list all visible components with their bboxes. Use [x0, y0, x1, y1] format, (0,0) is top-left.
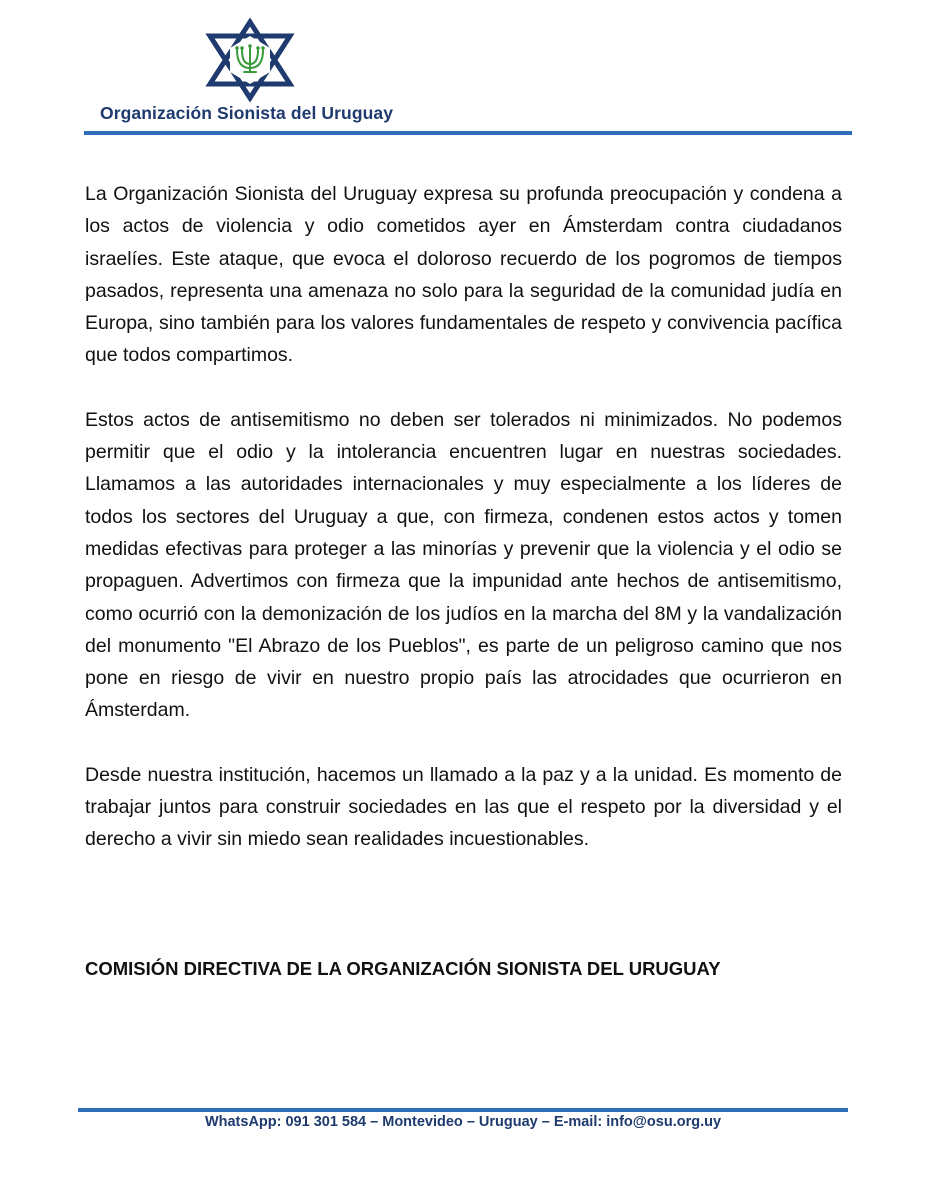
paragraph-3: Desde nuestra institución, hacemos un llamado a la paz y a la unidad. Es momento de trabajar juntos para construir sociedades en las que el respeto por la diversidad y el derecho a vivir sin miedo sean realidades incuestionables. — [85, 763, 842, 851]
paragraph-1: La Organización Sionista del Uruguay expresa su profunda preocupación y condena a los actos de violencia y odio cometidos ayer en Ámsterdam contra ciudadanos israelíes. Este ataque, que evoca el doloroso recuerdo de los pogromos de tiempos pasados, representa una amenaza no solo para la seguridad de la comunidad judía en Europa, sino también para los valores fundamentales de respeto y convivencia pacífica que todos compartimos. — [85, 183, 842, 367]
star-of-david-menorah-icon — [200, 18, 300, 102]
footer-contact: WhatsApp: 091 301 584 – Montevideo – Uruguay – E-mail: info@osu.org.uy — [204, 1114, 722, 1130]
statement-body — [85, 178, 842, 888]
organization-name: Organización Sionista del Uruguay — [100, 103, 394, 123]
paragraph-2: Estos actos de antisemitismo no deben ser tolerados ni minimizados. No podemos permitir que el odio y la intolerancia encuentren lugar en nuestras sociedades. Llamamos a las autoridades internacionales y muy especialmente a los líderes de todos los sectores del Uruguay a que, con firmeza, condenen estos actos y tomen medidas efectivas para proteger a las minorías y prevenir que la violencia y el odio se propaguen. Advertimos con firmeza que la impunidad ante hechos de antisemitismo, como ocurrió con la demonización de los judíos en la marcha del 8M y la vandalización del monumento "El Abrazo de los Pueblos", es parte de un peligroso camino que nos pone en riesgo de vivir en nuestro propio país las atrocidades que ocurrieron en Ámsterdam. — [85, 408, 842, 722]
footer-divider — [78, 1108, 848, 1112]
signature: COMISIÓN DIRECTIVA DE LA ORGANIZACIÓN SIONISTA DEL URUGUAY — [85, 958, 721, 979]
organization-logo — [200, 18, 300, 102]
header-divider — [84, 131, 852, 135]
